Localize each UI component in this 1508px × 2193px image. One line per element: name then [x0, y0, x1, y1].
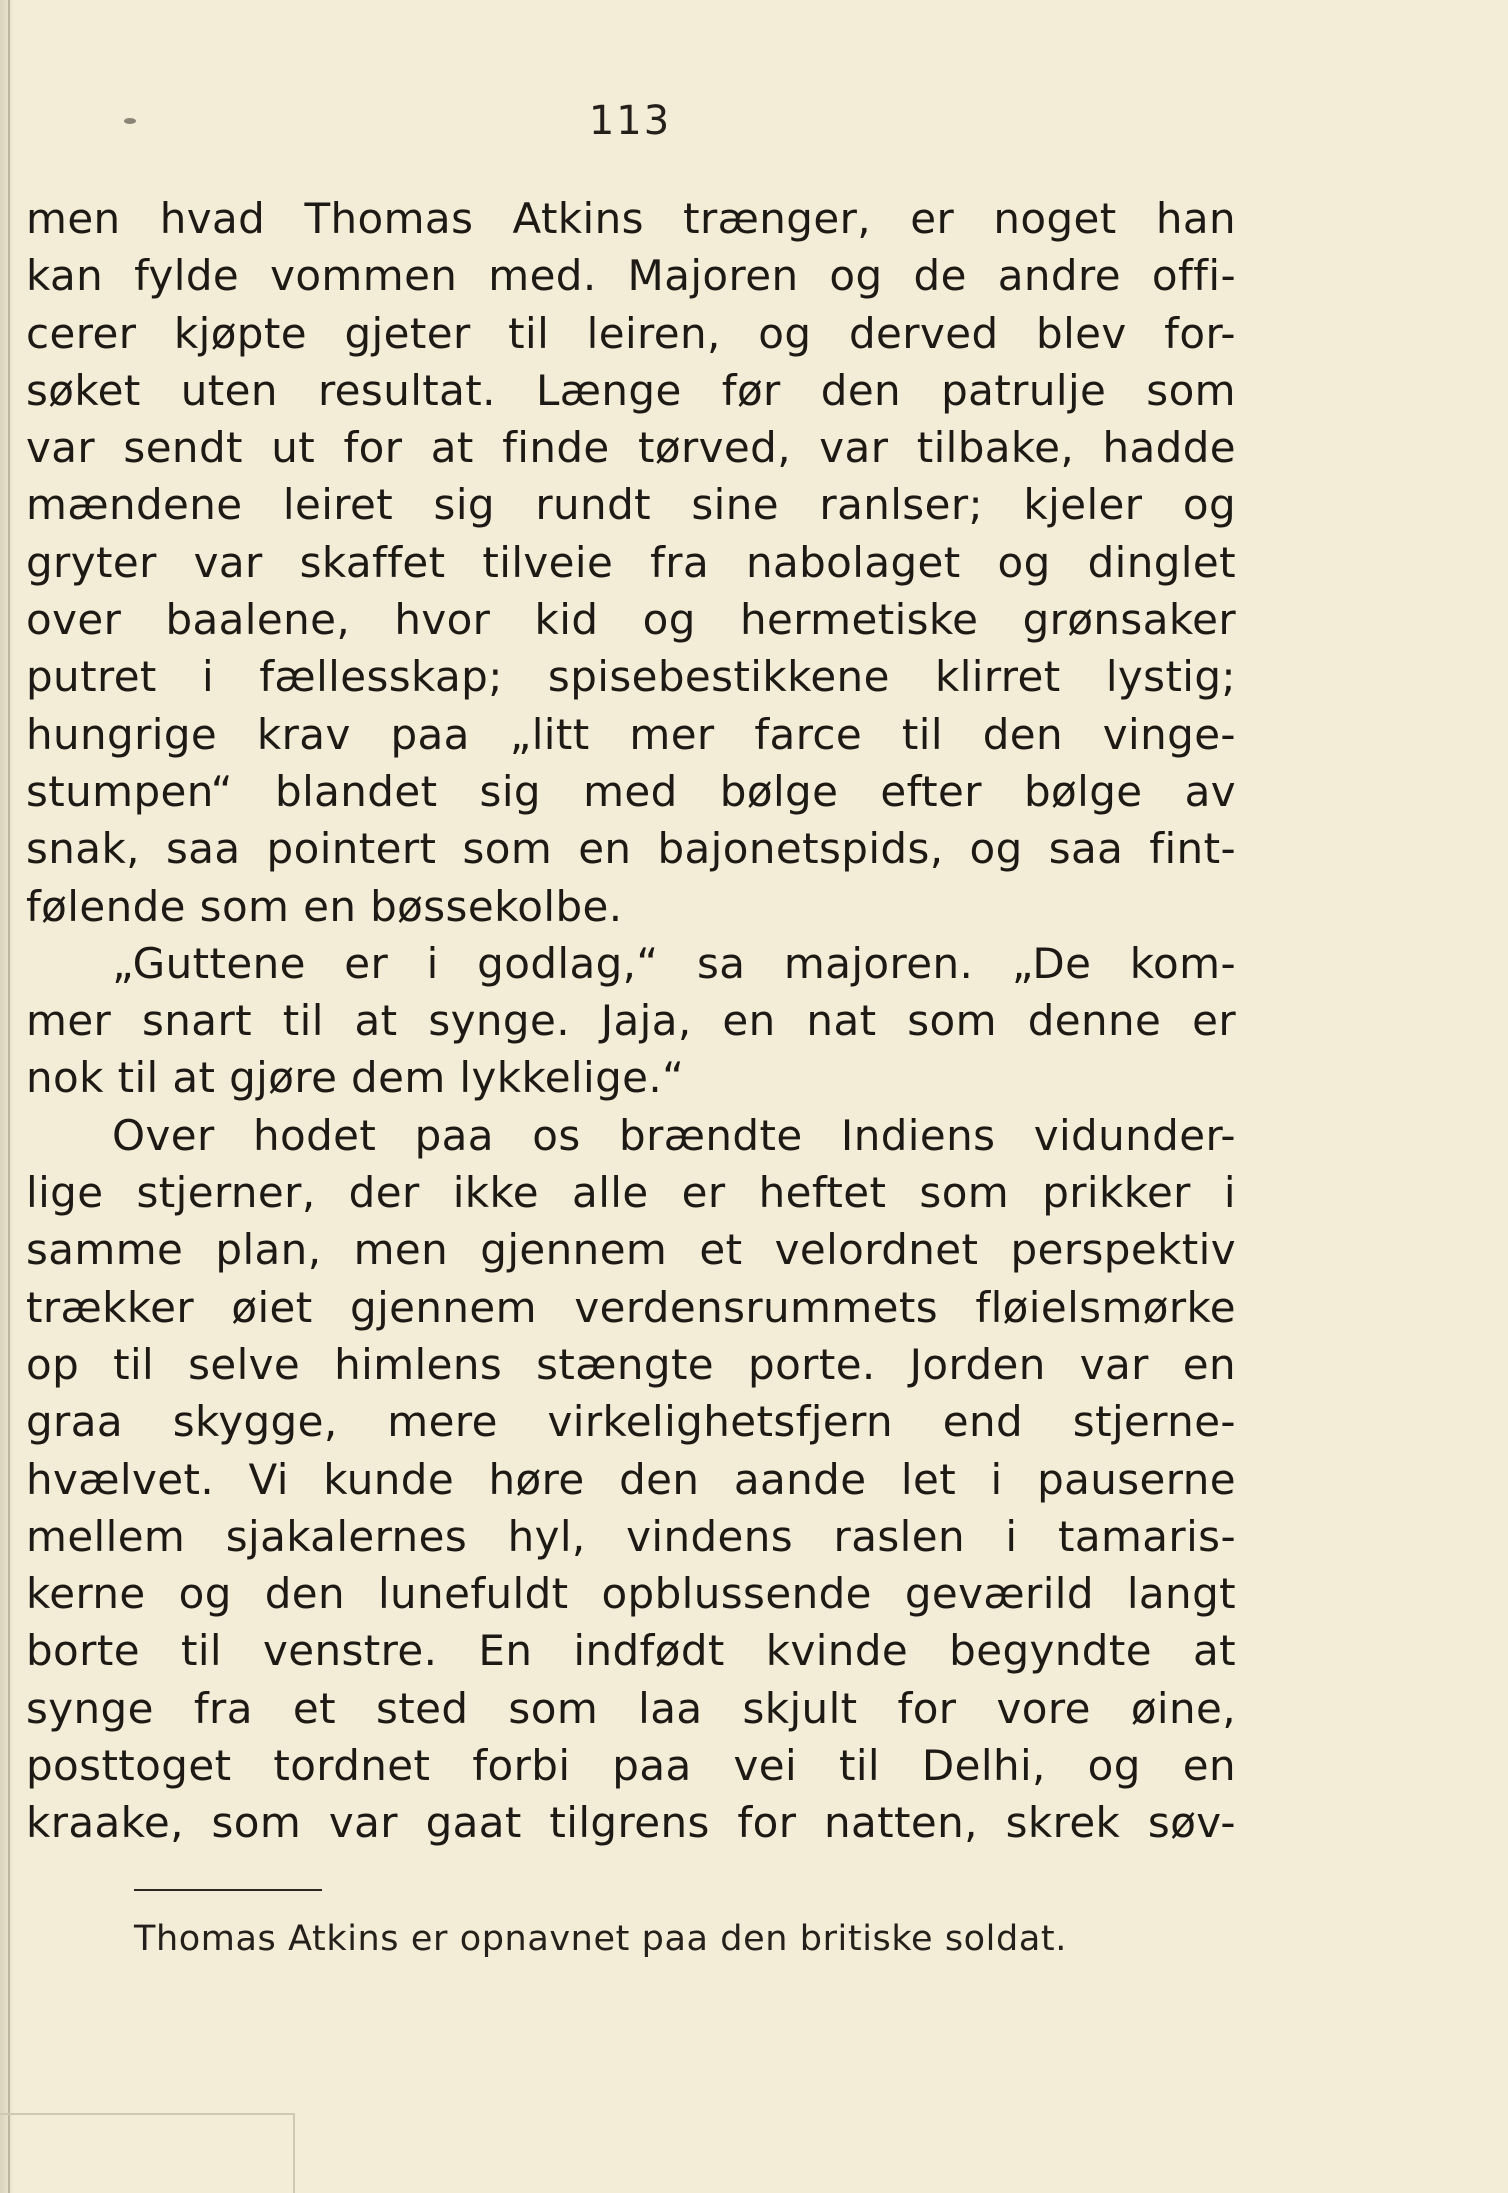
text-line: over baalene, hvor kid og hermetiske grønsaker [26, 595, 1236, 645]
text-line: synge fra et sted som laa skjult for vore øine, [26, 1683, 1236, 1733]
text-line: cerer kjøpte gjeter til leiren, og derved blev for- [26, 308, 1236, 358]
text-line: snak, saa pointert som en bajonetspids, og saa fint- [26, 824, 1236, 874]
text-line: nok til at gjøre dem lykkelige.“ [26, 1053, 685, 1103]
scan-edge-mark-vertical [293, 2113, 295, 2193]
page-binding-edge [0, 0, 14, 2193]
footnote: Thomas Atkins er opnavnet paa den britiske soldat. [134, 1919, 1067, 1959]
text-line: stumpen“ blandet sig med bølge efter bølge av [26, 766, 1236, 816]
text-line: kraake, som var gaat tilgrens for natten, skrek søv- [26, 1798, 1236, 1848]
text-line: posttoget tordnet forbi paa vei til Delhi, og en [26, 1741, 1236, 1791]
text-line: mændene leiret sig rundt sine ranlser; kjeler og [26, 480, 1236, 530]
text-line: putret i fællesskap; spisebestikkene klirret lystig; [26, 652, 1236, 702]
body-text [26, 190, 1236, 1852]
text-line: hvælvet. Vi kunde høre den aande let i pauserne [26, 1454, 1236, 1504]
text-line: hungrige krav paa „litt mer farce til den vinge- [26, 709, 1236, 759]
text-line: mellem sjakalernes hyl, vindens raslen i tamaris- [26, 1511, 1236, 1561]
text-line: Over hodet paa os brændte Indiens vidunder- [112, 1110, 1236, 1160]
text-line: var sendt ut for at finde tørved, var tilbake, hadde [26, 423, 1236, 473]
text-line: men hvad Thomas Atkins trænger, er noget han [26, 194, 1236, 243]
text-line: trækker øiet gjennem verdensrummets fløielsmørke [26, 1282, 1236, 1332]
text-line: følende som en bøssekolbe. [26, 881, 623, 931]
text-line: borte til venstre. En indfødt kvinde begyndte at [26, 1626, 1236, 1676]
text-line: graa skygge, mere virkelighetsfjern end stjerne- [26, 1397, 1236, 1447]
footnote-rule [134, 1889, 322, 1891]
text-line: kerne og den lunefuldt opblussende geværild langt [26, 1569, 1236, 1619]
text-line: mer snart til at synge. Jaja, en nat som denne er [26, 996, 1236, 1046]
scan-edge-mark [0, 2113, 295, 2115]
text-line: kan fylde vommen med. Majoren og de andre offi- [26, 251, 1236, 301]
text-line: gryter var skaffet tilveie fra nabolaget og dinglet [26, 537, 1236, 587]
text-line: søket uten resultat. Længe før den patrulje som [26, 365, 1236, 415]
text-line: lige stjerner, der ikke alle er heftet som prikker i [26, 1168, 1236, 1218]
binding-line [8, 0, 10, 2193]
page-number: 113 [588, 98, 672, 144]
text-line: „Guttene er i godlag,“ sa majoren. „De kom- [112, 938, 1236, 988]
text-line: op til selve himlens stængte porte. Jorden var en [26, 1339, 1236, 1389]
text-line: samme plan, men gjennem et velordnet perspektiv [26, 1225, 1236, 1275]
